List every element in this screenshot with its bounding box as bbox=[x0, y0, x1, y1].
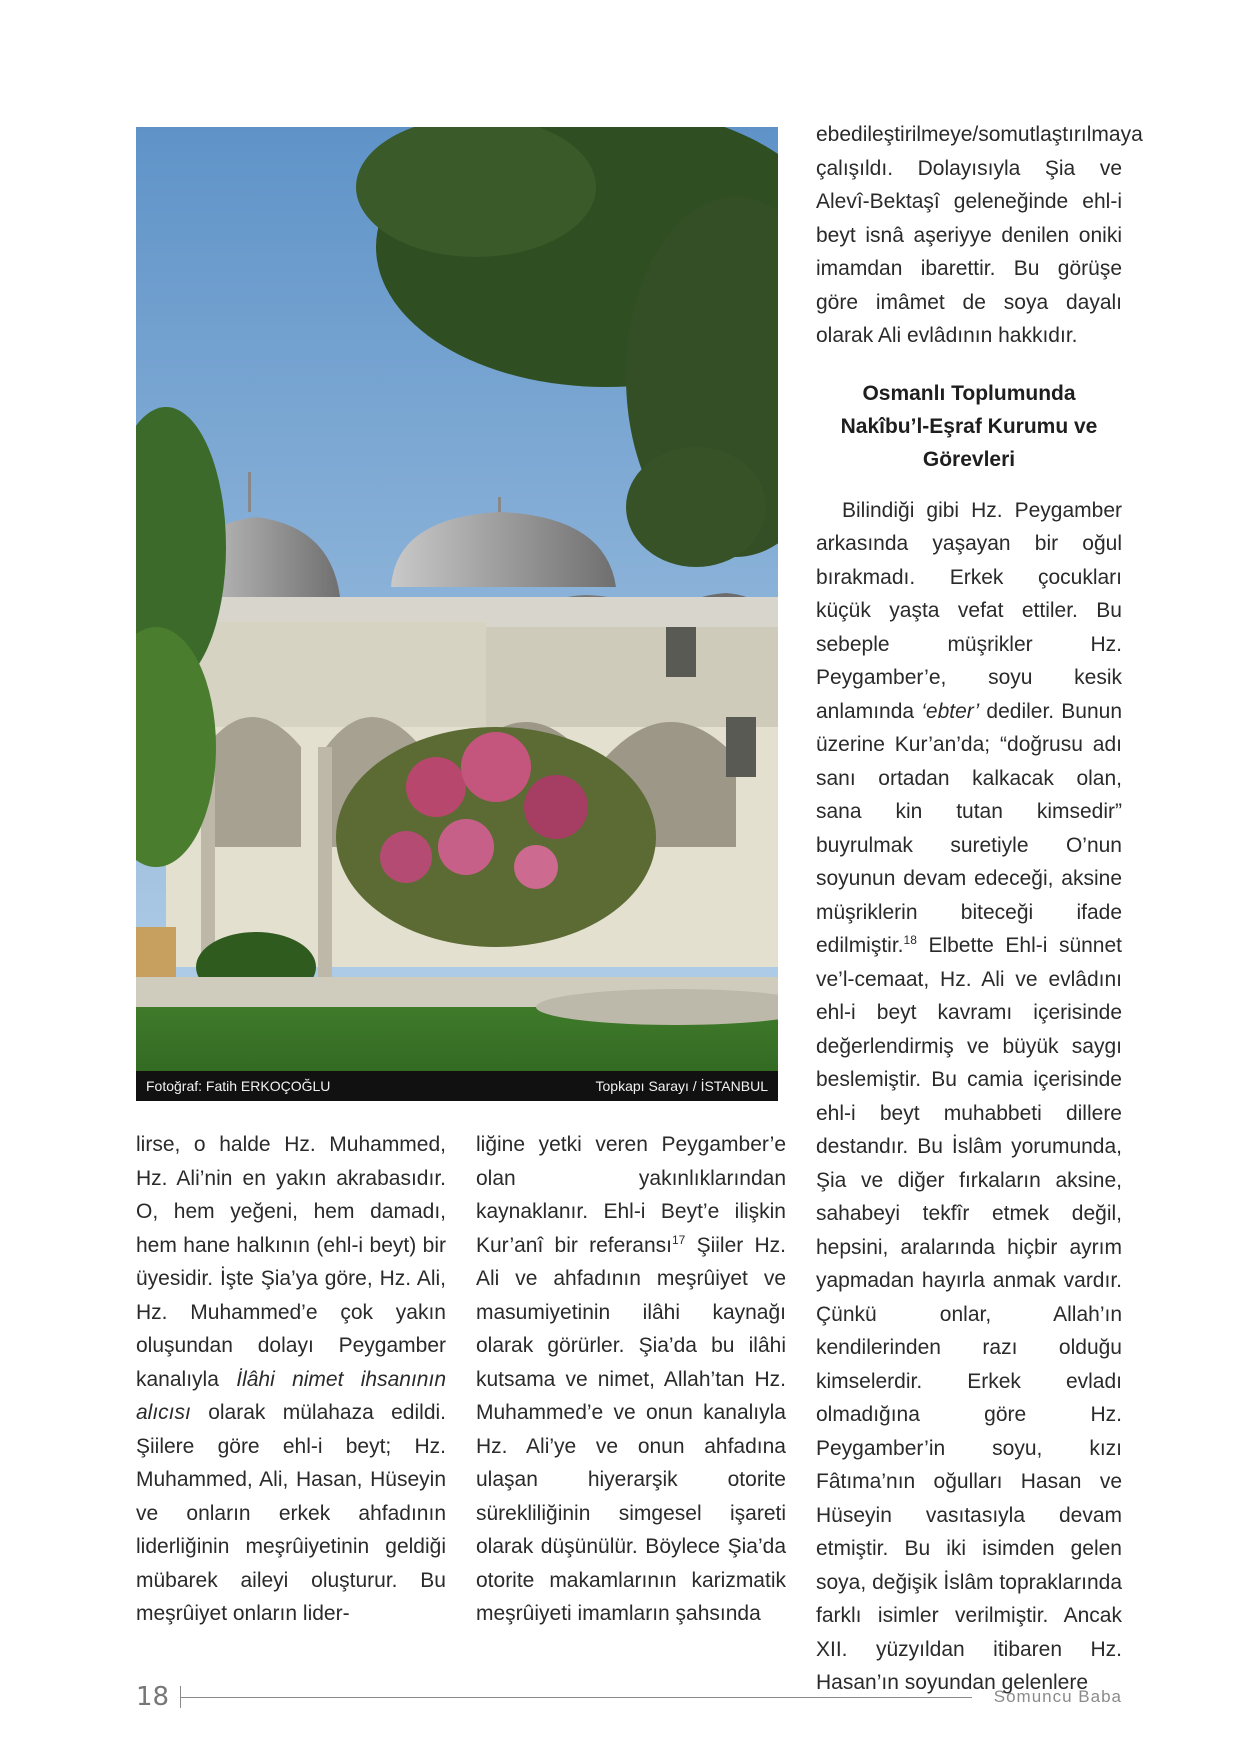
heading-line-1: Osmanlı Toplumunda bbox=[862, 381, 1076, 405]
column1-text: lirse, o halde Hz. Muhammed, Hz. Ali’nin en yakın akrabasıdır. O, hem yeğeni, hem damadı, hem hane halkının (ehl-i beyt) bir üyesidir. İşte Şia’ya göre, Hz. Ali, Hz. Muhammed’e çok yakın oluşundan dolayı Peygamber kanalıyla bbox=[136, 1133, 446, 1391]
mosque-photo bbox=[136, 127, 778, 1101]
column3-intro: ebedileştirilmeye/somutlaştırılmaya çalışıldı. Dolayısıyla Şia ve Alevî-Bektaşî geleneğinde ehl-i beyt isnâ aşeriyye denilen oniki imamdan ibarettir. Bu görüşe göre imâmet de soya dayalı olarak Ali evlâdının hakkıdır. bbox=[816, 123, 1143, 347]
column3-body-italic: ‘ebter’ bbox=[921, 699, 980, 723]
paragraph bbox=[136, 1128, 446, 1631]
text-column-2 bbox=[476, 1128, 786, 1631]
column2-text-after: Şiiler Hz. Ali ve ahfadının meşrûiyet ve masumiyetinin ilâhi kaynağı olarak görürler. Şia’da bu ilâhi kutsama ve nimet, Allah’tan Hz. Muhammed’e ve onun kanalıyla Hz. Ali’ye ve onun ahfadına ulaşan hiyerarşik otorite sürekliliğinin simgesel işareti olarak düşünülür. Böylece Şia’da otorite makamlarının karizmatik meşrûiyeti imamların şahsında bbox=[476, 1233, 786, 1625]
heading-line-3: Görevleri bbox=[922, 447, 1016, 471]
section-heading bbox=[816, 377, 1122, 476]
text-column-1 bbox=[136, 1128, 446, 1631]
column1-text-after: olarak mülahaza edildi. Şiilere göre ehl-i beyt; Hz. Muhammed, Ali, Hasan, Hüseyin ve onların erkek ahfadının liderliğinin meşrûiyetinin geldiği mübarek aileyi oluşturur. Bu meşrûiyet onların lider- bbox=[136, 1401, 446, 1625]
magazine-name: Somuncu Baba bbox=[993, 1687, 1122, 1706]
footnote-17: 17 bbox=[672, 1232, 686, 1247]
paragraph bbox=[816, 494, 1122, 1700]
page-footer bbox=[136, 1682, 1122, 1712]
page-number: 18 bbox=[136, 1682, 170, 1712]
text-column-3 bbox=[816, 118, 1143, 1700]
heading-line-2: Nakîbu’l-Eşraf Kurumu ve bbox=[840, 414, 1098, 438]
paragraph bbox=[476, 1128, 786, 1631]
column3-body-before: Bilindiği gibi Hz. Peygamber arkasında yaşayan bir oğul bırakmadı. Erkek çocukları küçük yaşta vefat ettiler. Bu sebeple müşrikler Hz. Peygamber’e, soyu kesik anlamında bbox=[816, 498, 1122, 723]
column2-text-before: liğine yetki veren Peygamber’e olan yakınlıklarından kaynaklanır. Ehl-i Beyt’e ilişkin Kur’anî bir referansı bbox=[476, 1133, 786, 1257]
photo-illustration bbox=[136, 127, 778, 1101]
column3-body-after: Elbette Ehl-i sünnet ve’l-cemaat, Hz. Ali ve evlâdını ehl-i beyt kavramı içerisinde değerlendirmiş ve büyük saygı beslemiştir. Bu camia içerisinde ehl-i beyt muhabbeti dillere destandır. Bu İslâm yorumunda, Şia ve diğer fırkaların aksine, sahabeyi tekfîr etmek değil, hepsini, aralarında hiçbir ayrım yapmadan hayırla anmak vardır. Çünkü onlar, Allah’ın kendilerinden razı olduğu kimselerdir. Erkek evladı olmadığına göre Hz. Peygamber’in soyu, kızı Fâtıma’nın oğulları Hasan ve Hüseyin vasıtasıyla devam etmiştir. Bu iki isimden gelen soya, değişik İslâm topraklarında farklı isimler verilmiştir. Ancak XII. yüzyıldan itibaren Hz. Hasan’ın soyundan gelenlere bbox=[816, 934, 1122, 1694]
footer-rule bbox=[180, 1697, 972, 1698]
column3-body-middle: dediler. Bunun üzerine Kur’an’da; “doğrusu adı sanı ortadan kalkacak olan, sana kin tutan kimsedir” buyrulmak suretiyle O’nun soyunun devam edeceği, aksine müşriklerin biteceği ifade edilmiştir. bbox=[816, 699, 1123, 957]
photo-credit: Fotoğraf: Fatih ERKOÇOĞLU bbox=[146, 1078, 331, 1094]
footnote-18: 18 bbox=[903, 933, 917, 947]
photo-caption bbox=[136, 1071, 778, 1101]
photo-location: Topkapı Sarayı / İSTANBUL bbox=[595, 1078, 768, 1094]
column1-italic: İlâhi nimet ihsanının alıcısı bbox=[136, 1367, 446, 1424]
